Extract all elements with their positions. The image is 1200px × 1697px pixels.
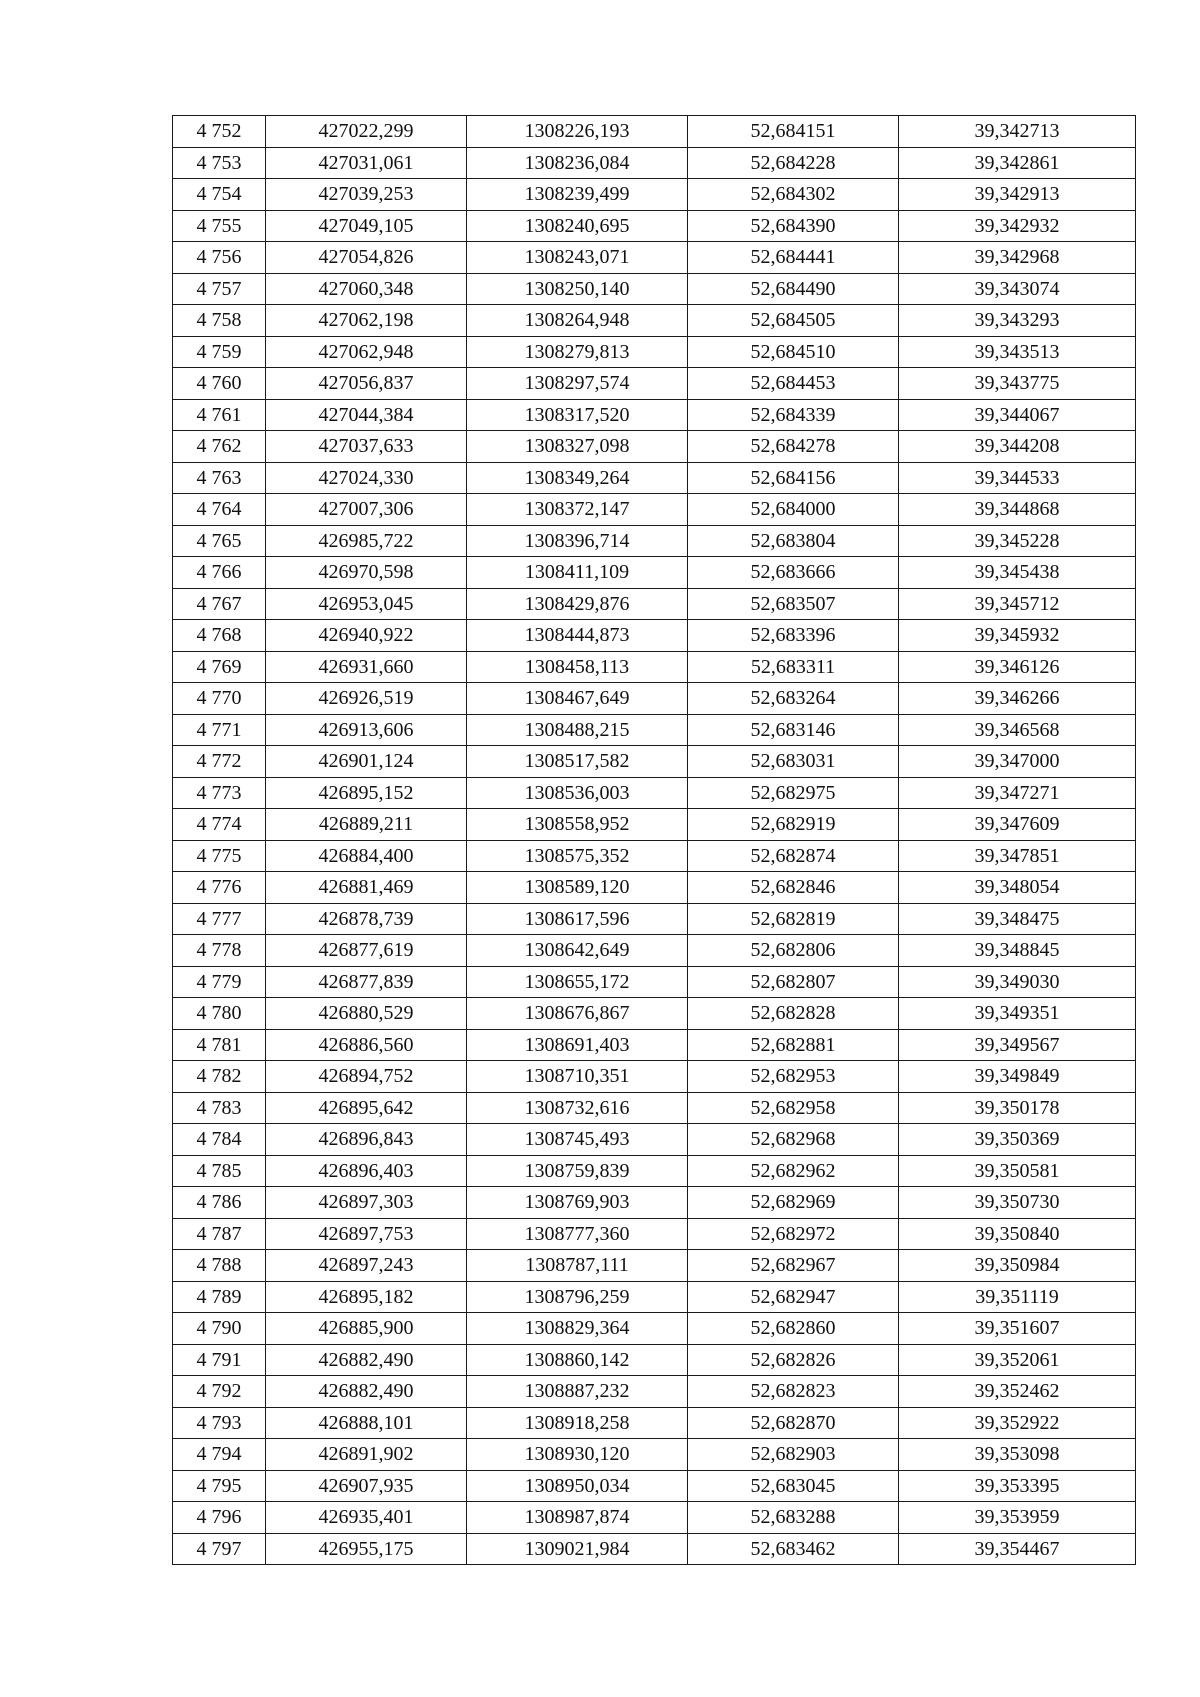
- point-number-cell: 4 763: [173, 462, 266, 494]
- latitude-cell: 52,682962: [688, 1155, 899, 1187]
- point-number-cell: 4 766: [173, 557, 266, 589]
- table-row: [173, 872, 1136, 904]
- table-row: [173, 1344, 1136, 1376]
- table-row: [173, 1124, 1136, 1156]
- y-coordinate-cell: 1308444,873: [467, 620, 688, 652]
- point-number-cell: 4 780: [173, 998, 266, 1030]
- table-row: [173, 179, 1136, 211]
- table-row: [173, 557, 1136, 589]
- longitude-cell: 39,348054: [899, 872, 1136, 904]
- y-coordinate-cell: 1308759,839: [467, 1155, 688, 1187]
- longitude-cell: 39,350984: [899, 1250, 1136, 1282]
- point-number-cell: 4 767: [173, 588, 266, 620]
- point-number-cell: 4 757: [173, 273, 266, 305]
- y-coordinate-cell: 1308467,649: [467, 683, 688, 715]
- table-row: [173, 777, 1136, 809]
- latitude-cell: 52,682919: [688, 809, 899, 841]
- x-coordinate-cell: 426882,490: [266, 1376, 467, 1408]
- table-row: [173, 1470, 1136, 1502]
- point-number-cell: 4 786: [173, 1187, 266, 1219]
- x-coordinate-cell: 426896,403: [266, 1155, 467, 1187]
- longitude-cell: 39,344067: [899, 399, 1136, 431]
- latitude-cell: 52,682967: [688, 1250, 899, 1282]
- x-coordinate-cell: 426935,401: [266, 1502, 467, 1534]
- table-row: [173, 273, 1136, 305]
- table-row: [173, 935, 1136, 967]
- latitude-cell: 52,683507: [688, 588, 899, 620]
- latitude-cell: 52,684339: [688, 399, 899, 431]
- y-coordinate-cell: 1308655,172: [467, 966, 688, 998]
- longitude-cell: 39,353959: [899, 1502, 1136, 1534]
- y-coordinate-cell: 1308589,120: [467, 872, 688, 904]
- y-coordinate-cell: 1308297,574: [467, 368, 688, 400]
- longitude-cell: 39,347000: [899, 746, 1136, 778]
- longitude-cell: 39,343293: [899, 305, 1136, 337]
- point-number-cell: 4 758: [173, 305, 266, 337]
- latitude-cell: 52,682958: [688, 1092, 899, 1124]
- point-number-cell: 4 764: [173, 494, 266, 526]
- x-coordinate-cell: 426886,560: [266, 1029, 467, 1061]
- longitude-cell: 39,345438: [899, 557, 1136, 589]
- longitude-cell: 39,349030: [899, 966, 1136, 998]
- point-number-cell: 4 771: [173, 714, 266, 746]
- latitude-cell: 52,682826: [688, 1344, 899, 1376]
- table-row: [173, 1502, 1136, 1534]
- y-coordinate-cell: 1308829,364: [467, 1313, 688, 1345]
- latitude-cell: 52,684453: [688, 368, 899, 400]
- x-coordinate-cell: 427060,348: [266, 273, 467, 305]
- table-row: [173, 840, 1136, 872]
- longitude-cell: 39,350369: [899, 1124, 1136, 1156]
- longitude-cell: 39,346126: [899, 651, 1136, 683]
- y-coordinate-cell: 1308860,142: [467, 1344, 688, 1376]
- x-coordinate-cell: 426894,752: [266, 1061, 467, 1093]
- x-coordinate-cell: 427037,633: [266, 431, 467, 463]
- longitude-cell: 39,350840: [899, 1218, 1136, 1250]
- y-coordinate-cell: 1308642,649: [467, 935, 688, 967]
- longitude-cell: 39,352462: [899, 1376, 1136, 1408]
- point-number-cell: 4 777: [173, 903, 266, 935]
- point-number-cell: 4 796: [173, 1502, 266, 1534]
- y-coordinate-cell: 1308250,140: [467, 273, 688, 305]
- longitude-cell: 39,353098: [899, 1439, 1136, 1471]
- point-number-cell: 4 784: [173, 1124, 266, 1156]
- y-coordinate-cell: 1308517,582: [467, 746, 688, 778]
- point-number-cell: 4 761: [173, 399, 266, 431]
- y-coordinate-cell: 1308676,867: [467, 998, 688, 1030]
- x-coordinate-cell: 427039,253: [266, 179, 467, 211]
- latitude-cell: 52,682860: [688, 1313, 899, 1345]
- point-number-cell: 4 778: [173, 935, 266, 967]
- x-coordinate-cell: 426913,606: [266, 714, 467, 746]
- x-coordinate-cell: 426985,722: [266, 525, 467, 557]
- table-row: [173, 147, 1136, 179]
- latitude-cell: 52,682807: [688, 966, 899, 998]
- longitude-cell: 39,348475: [899, 903, 1136, 935]
- x-coordinate-cell: 426885,900: [266, 1313, 467, 1345]
- latitude-cell: 52,682846: [688, 872, 899, 904]
- table-row: [173, 620, 1136, 652]
- x-coordinate-cell: 427056,837: [266, 368, 467, 400]
- table-row: [173, 525, 1136, 557]
- table-row: [173, 242, 1136, 274]
- y-coordinate-cell: 1308732,616: [467, 1092, 688, 1124]
- latitude-cell: 52,682969: [688, 1187, 899, 1219]
- longitude-cell: 39,349567: [899, 1029, 1136, 1061]
- latitude-cell: 52,683462: [688, 1533, 899, 1565]
- coordinates-table: [172, 115, 1136, 1565]
- table-row: [173, 116, 1136, 148]
- table-row: [173, 336, 1136, 368]
- longitude-cell: 39,345228: [899, 525, 1136, 557]
- longitude-cell: 39,347271: [899, 777, 1136, 809]
- x-coordinate-cell: 426926,519: [266, 683, 467, 715]
- y-coordinate-cell: 1308349,264: [467, 462, 688, 494]
- point-number-cell: 4 792: [173, 1376, 266, 1408]
- y-coordinate-cell: 1308411,109: [467, 557, 688, 589]
- latitude-cell: 52,684490: [688, 273, 899, 305]
- table-row: [173, 588, 1136, 620]
- table-row: [173, 368, 1136, 400]
- latitude-cell: 52,683031: [688, 746, 899, 778]
- x-coordinate-cell: 426877,619: [266, 935, 467, 967]
- table-row: [173, 210, 1136, 242]
- x-coordinate-cell: 426970,598: [266, 557, 467, 589]
- y-coordinate-cell: 1308327,098: [467, 431, 688, 463]
- longitude-cell: 39,342913: [899, 179, 1136, 211]
- latitude-cell: 52,682953: [688, 1061, 899, 1093]
- point-number-cell: 4 759: [173, 336, 266, 368]
- longitude-cell: 39,349849: [899, 1061, 1136, 1093]
- y-coordinate-cell: 1308575,352: [467, 840, 688, 872]
- latitude-cell: 52,682806: [688, 935, 899, 967]
- longitude-cell: 39,342861: [899, 147, 1136, 179]
- point-number-cell: 4 752: [173, 116, 266, 148]
- longitude-cell: 39,345932: [899, 620, 1136, 652]
- x-coordinate-cell: 426897,243: [266, 1250, 467, 1282]
- y-coordinate-cell: 1308558,952: [467, 809, 688, 841]
- point-number-cell: 4 795: [173, 1470, 266, 1502]
- point-number-cell: 4 774: [173, 809, 266, 841]
- longitude-cell: 39,350581: [899, 1155, 1136, 1187]
- latitude-cell: 52,682819: [688, 903, 899, 935]
- x-coordinate-cell: 426889,211: [266, 809, 467, 841]
- x-coordinate-cell: 426896,843: [266, 1124, 467, 1156]
- y-coordinate-cell: 1308236,084: [467, 147, 688, 179]
- x-coordinate-cell: 426884,400: [266, 840, 467, 872]
- longitude-cell: 39,350730: [899, 1187, 1136, 1219]
- table-row: [173, 494, 1136, 526]
- x-coordinate-cell: 427062,198: [266, 305, 467, 337]
- point-number-cell: 4 765: [173, 525, 266, 557]
- x-coordinate-cell: 426901,124: [266, 746, 467, 778]
- point-number-cell: 4 782: [173, 1061, 266, 1093]
- x-coordinate-cell: 427024,330: [266, 462, 467, 494]
- table-row: [173, 1155, 1136, 1187]
- x-coordinate-cell: 427044,384: [266, 399, 467, 431]
- longitude-cell: 39,343074: [899, 273, 1136, 305]
- latitude-cell: 52,684000: [688, 494, 899, 526]
- y-coordinate-cell: 1308317,520: [467, 399, 688, 431]
- point-number-cell: 4 760: [173, 368, 266, 400]
- longitude-cell: 39,342968: [899, 242, 1136, 274]
- x-coordinate-cell: 426897,753: [266, 1218, 467, 1250]
- point-number-cell: 4 773: [173, 777, 266, 809]
- table-row: [173, 1250, 1136, 1282]
- latitude-cell: 52,684156: [688, 462, 899, 494]
- table-row: [173, 651, 1136, 683]
- latitude-cell: 52,683288: [688, 1502, 899, 1534]
- longitude-cell: 39,353395: [899, 1470, 1136, 1502]
- y-coordinate-cell: 1308691,403: [467, 1029, 688, 1061]
- latitude-cell: 52,683045: [688, 1470, 899, 1502]
- point-number-cell: 4 797: [173, 1533, 266, 1565]
- point-number-cell: 4 768: [173, 620, 266, 652]
- point-number-cell: 4 772: [173, 746, 266, 778]
- latitude-cell: 52,682968: [688, 1124, 899, 1156]
- x-coordinate-cell: 426882,490: [266, 1344, 467, 1376]
- point-number-cell: 4 794: [173, 1439, 266, 1471]
- longitude-cell: 39,349351: [899, 998, 1136, 1030]
- x-coordinate-cell: 426878,739: [266, 903, 467, 935]
- x-coordinate-cell: 427054,826: [266, 242, 467, 274]
- longitude-cell: 39,347851: [899, 840, 1136, 872]
- point-number-cell: 4 755: [173, 210, 266, 242]
- latitude-cell: 52,683396: [688, 620, 899, 652]
- table-row: [173, 462, 1136, 494]
- point-number-cell: 4 762: [173, 431, 266, 463]
- table-row: [173, 431, 1136, 463]
- x-coordinate-cell: 426881,469: [266, 872, 467, 904]
- longitude-cell: 39,352922: [899, 1407, 1136, 1439]
- point-number-cell: 4 793: [173, 1407, 266, 1439]
- y-coordinate-cell: 1308887,232: [467, 1376, 688, 1408]
- latitude-cell: 52,684390: [688, 210, 899, 242]
- longitude-cell: 39,354467: [899, 1533, 1136, 1565]
- y-coordinate-cell: 1308240,695: [467, 210, 688, 242]
- table-row: [173, 1029, 1136, 1061]
- x-coordinate-cell: 426895,152: [266, 777, 467, 809]
- latitude-cell: 52,684510: [688, 336, 899, 368]
- point-number-cell: 4 776: [173, 872, 266, 904]
- point-number-cell: 4 769: [173, 651, 266, 683]
- point-number-cell: 4 770: [173, 683, 266, 715]
- latitude-cell: 52,682874: [688, 840, 899, 872]
- table-row: [173, 1092, 1136, 1124]
- latitude-cell: 52,684278: [688, 431, 899, 463]
- table-row: [173, 305, 1136, 337]
- point-number-cell: 4 779: [173, 966, 266, 998]
- longitude-cell: 39,345712: [899, 588, 1136, 620]
- latitude-cell: 52,684228: [688, 147, 899, 179]
- y-coordinate-cell: 1309021,984: [467, 1533, 688, 1565]
- y-coordinate-cell: 1308372,147: [467, 494, 688, 526]
- latitude-cell: 52,682823: [688, 1376, 899, 1408]
- table-row: [173, 998, 1136, 1030]
- point-number-cell: 4 789: [173, 1281, 266, 1313]
- latitude-cell: 52,682870: [688, 1407, 899, 1439]
- table-row: [173, 809, 1136, 841]
- point-number-cell: 4 785: [173, 1155, 266, 1187]
- y-coordinate-cell: 1308918,258: [467, 1407, 688, 1439]
- point-number-cell: 4 756: [173, 242, 266, 274]
- table-row: [173, 1439, 1136, 1471]
- latitude-cell: 52,682828: [688, 998, 899, 1030]
- y-coordinate-cell: 1308710,351: [467, 1061, 688, 1093]
- table-row: [173, 1533, 1136, 1565]
- x-coordinate-cell: 426880,529: [266, 998, 467, 1030]
- x-coordinate-cell: 426897,303: [266, 1187, 467, 1219]
- latitude-cell: 52,683264: [688, 683, 899, 715]
- x-coordinate-cell: 427007,306: [266, 494, 467, 526]
- longitude-cell: 39,343775: [899, 368, 1136, 400]
- table-row: [173, 1218, 1136, 1250]
- point-number-cell: 4 753: [173, 147, 266, 179]
- y-coordinate-cell: 1308777,360: [467, 1218, 688, 1250]
- x-coordinate-cell: 426895,182: [266, 1281, 467, 1313]
- table-row: [173, 1061, 1136, 1093]
- latitude-cell: 52,683146: [688, 714, 899, 746]
- table-row: [173, 1313, 1136, 1345]
- longitude-cell: 39,350178: [899, 1092, 1136, 1124]
- latitude-cell: 52,683804: [688, 525, 899, 557]
- longitude-cell: 39,352061: [899, 1344, 1136, 1376]
- point-number-cell: 4 787: [173, 1218, 266, 1250]
- y-coordinate-cell: 1308617,596: [467, 903, 688, 935]
- y-coordinate-cell: 1308930,120: [467, 1439, 688, 1471]
- point-number-cell: 4 775: [173, 840, 266, 872]
- longitude-cell: 39,347609: [899, 809, 1136, 841]
- y-coordinate-cell: 1308950,034: [467, 1470, 688, 1502]
- y-coordinate-cell: 1308279,813: [467, 336, 688, 368]
- longitude-cell: 39,342713: [899, 116, 1136, 148]
- y-coordinate-cell: 1308226,193: [467, 116, 688, 148]
- y-coordinate-cell: 1308536,003: [467, 777, 688, 809]
- table-row: [173, 714, 1136, 746]
- longitude-cell: 39,344533: [899, 462, 1136, 494]
- x-coordinate-cell: 426888,101: [266, 1407, 467, 1439]
- latitude-cell: 52,682972: [688, 1218, 899, 1250]
- longitude-cell: 39,348845: [899, 935, 1136, 967]
- table-row: [173, 966, 1136, 998]
- table-row: [173, 746, 1136, 778]
- latitude-cell: 52,682903: [688, 1439, 899, 1471]
- y-coordinate-cell: 1308787,111: [467, 1250, 688, 1282]
- longitude-cell: 39,346568: [899, 714, 1136, 746]
- x-coordinate-cell: 426907,935: [266, 1470, 467, 1502]
- longitude-cell: 39,343513: [899, 336, 1136, 368]
- point-number-cell: 4 790: [173, 1313, 266, 1345]
- longitude-cell: 39,346266: [899, 683, 1136, 715]
- y-coordinate-cell: 1308769,903: [467, 1187, 688, 1219]
- y-coordinate-cell: 1308488,215: [467, 714, 688, 746]
- table-row: [173, 1187, 1136, 1219]
- coordinates-table-body: [173, 116, 1136, 1565]
- latitude-cell: 52,682881: [688, 1029, 899, 1061]
- point-number-cell: 4 788: [173, 1250, 266, 1282]
- point-number-cell: 4 781: [173, 1029, 266, 1061]
- x-coordinate-cell: 426891,902: [266, 1439, 467, 1471]
- y-coordinate-cell: 1308458,113: [467, 651, 688, 683]
- point-number-cell: 4 754: [173, 179, 266, 211]
- x-coordinate-cell: 426955,175: [266, 1533, 467, 1565]
- longitude-cell: 39,351607: [899, 1313, 1136, 1345]
- y-coordinate-cell: 1308396,714: [467, 525, 688, 557]
- latitude-cell: 52,684151: [688, 116, 899, 148]
- x-coordinate-cell: 427062,948: [266, 336, 467, 368]
- x-coordinate-cell: 426940,922: [266, 620, 467, 652]
- point-number-cell: 4 791: [173, 1344, 266, 1376]
- y-coordinate-cell: 1308429,876: [467, 588, 688, 620]
- latitude-cell: 52,684302: [688, 179, 899, 211]
- latitude-cell: 52,683666: [688, 557, 899, 589]
- table-row: [173, 1281, 1136, 1313]
- table-row: [173, 399, 1136, 431]
- table-row: [173, 1407, 1136, 1439]
- x-coordinate-cell: 426895,642: [266, 1092, 467, 1124]
- y-coordinate-cell: 1308987,874: [467, 1502, 688, 1534]
- longitude-cell: 39,342932: [899, 210, 1136, 242]
- longitude-cell: 39,351119: [899, 1281, 1136, 1313]
- latitude-cell: 52,684505: [688, 305, 899, 337]
- x-coordinate-cell: 426877,839: [266, 966, 467, 998]
- table-row: [173, 1376, 1136, 1408]
- longitude-cell: 39,344868: [899, 494, 1136, 526]
- table-row: [173, 903, 1136, 935]
- latitude-cell: 52,682947: [688, 1281, 899, 1313]
- y-coordinate-cell: 1308264,948: [467, 305, 688, 337]
- x-coordinate-cell: 426953,045: [266, 588, 467, 620]
- y-coordinate-cell: 1308239,499: [467, 179, 688, 211]
- latitude-cell: 52,682975: [688, 777, 899, 809]
- longitude-cell: 39,344208: [899, 431, 1136, 463]
- y-coordinate-cell: 1308745,493: [467, 1124, 688, 1156]
- y-coordinate-cell: 1308796,259: [467, 1281, 688, 1313]
- x-coordinate-cell: 427031,061: [266, 147, 467, 179]
- x-coordinate-cell: 426931,660: [266, 651, 467, 683]
- x-coordinate-cell: 427022,299: [266, 116, 467, 148]
- latitude-cell: 52,684441: [688, 242, 899, 274]
- y-coordinate-cell: 1308243,071: [467, 242, 688, 274]
- point-number-cell: 4 783: [173, 1092, 266, 1124]
- x-coordinate-cell: 427049,105: [266, 210, 467, 242]
- table-row: [173, 683, 1136, 715]
- latitude-cell: 52,683311: [688, 651, 899, 683]
